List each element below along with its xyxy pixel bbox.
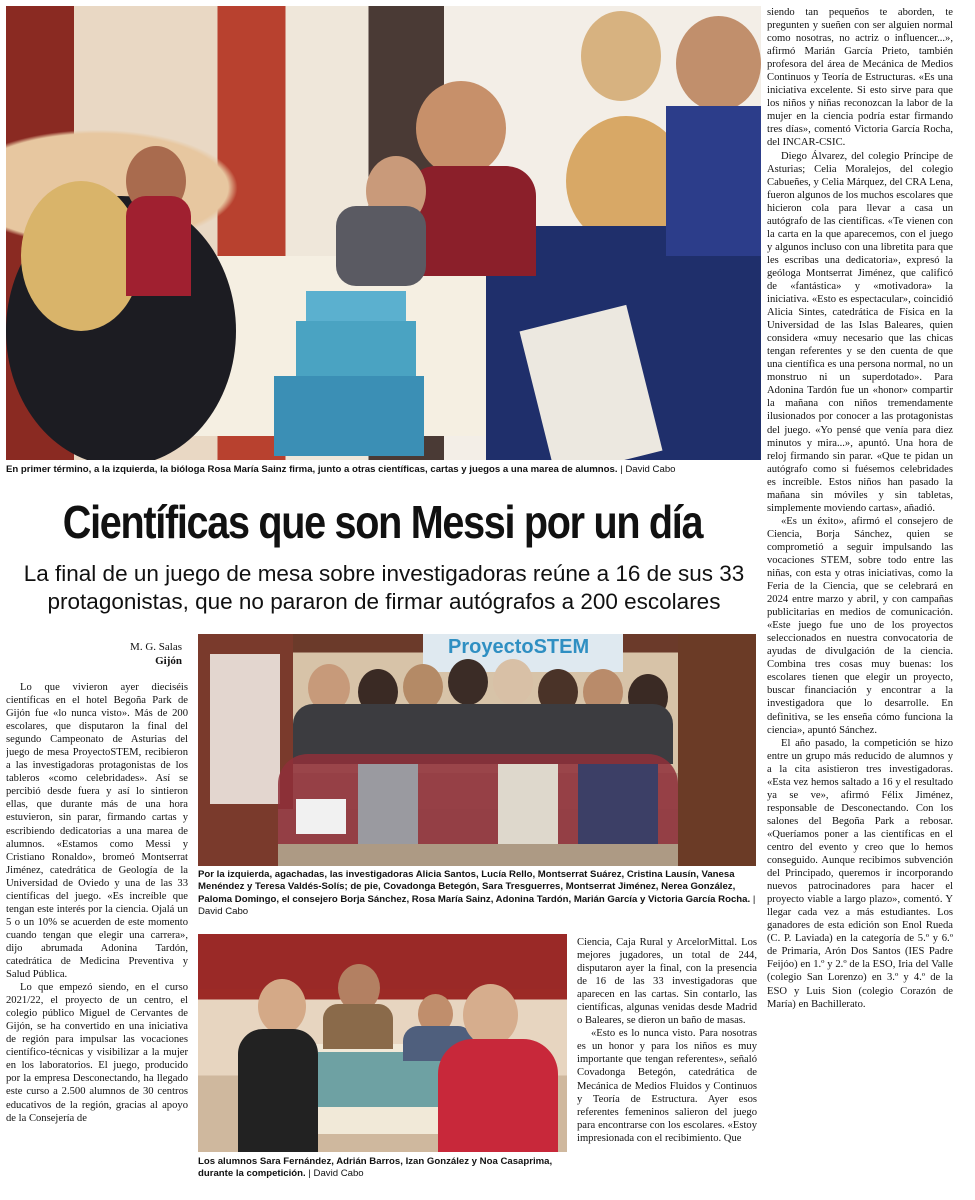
caption-text: Los alumnos Sara Fernández, Adrián Barros, Izan González y Noa Casaprima, durante la competición. — [198, 1156, 553, 1180]
top-photo-caption — [6, 464, 761, 476]
caption-text: En primer término, a la izquierda, la bióloga Rosa María Sainz firma, junto a otras científicas, cartas y juegos a una marea de alumnos. — [6, 464, 618, 475]
article-column-4 — [767, 6, 953, 1196]
photo-credit: | David Cabo — [308, 1168, 364, 1180]
students-photo — [198, 934, 567, 1152]
byline — [100, 640, 182, 668]
photo-credit: | David Cabo — [620, 464, 676, 475]
paragraph: «Esto es lo nunca visto. Para nosotras es un honor y para los niños es muy importante que tengan referentes», señaló Covadonga Betegón, catedrática de Mecánica de Medios Fluidos y Continuos y Teoría de Estructura. Ayer esos referentes femeninos salieron del juego para encontrarse con los escolares. «Estoy impresionada con el recibimiento. Que — [577, 1028, 757, 1144]
caption-text: Por la izquierda, agachadas, las investigadoras Alicia Santos, Lucía Rello, Montserrat Suárez, Cristina Lausín, Vanesa Menéndez y Teresa Valdés-Solís; de pie, Covadonga Betegón, Sara Tresguerres, Montserrat Jiménez, Nerea González, Paloma Domingo, el consejero Borja Sánchez, Rosa María Sainz, Adonina Tardón, Marián García y Victoria García Rocha. — [198, 869, 751, 905]
byline-author: M. G. Salas — [130, 641, 182, 653]
group-photo-caption — [198, 869, 756, 919]
paragraph: Lo que empezó siendo, en el curso 2021/22, el proyecto de un centro, el colegio público Miguel de Cervantes de Gijón, se ha convertido en una iniciativa de región para impulsar las vocaciones científico-técnicas y visibilizar a la mujer en los laboratorios. El juego, producido por la empresa Desconectando, ha llegado este curso a 2.500 alumnos de 30 centros educativos de la región, gracias al apoyo de la Consejería de — [6, 982, 188, 1124]
banner-text: ProyectoSTEM — [448, 636, 590, 658]
article-column-3 — [577, 936, 757, 1196]
paragraph: Ciencia, Caja Rural y ArcelorMittal. Los mejores jugadores, un total de 244, disputaron ayer la final, con la presencia de 16 de las 33 investigadoras que aparecen en las cartas. Sin contarlo, las científicas, algunas venidas desde Madrid o Baleares, se dieron un baño de masas. — [577, 937, 757, 1027]
paragraph: siendo tan pequeños te aborden, te pregunten y sueñen con ser alguien normal como nosotras, no actriz o influencer...», afirmó Marián García Prieto, también profesora del área de Mecánica de Medios Continuos y Teoría de Estructuras. «Es una iniciativa excelente. Si esto sirve para que los niños y niñas reconozcan la labor de la mujer en la ciencia podría estar firmando tres días», comentó Victoria García Rocha, del INCAR-CSIC. — [767, 7, 953, 149]
paragraph: Diego Álvarez, del colegio Príncipe de Asturias; Celia Moralejos, del colegio Cabueñes, y Celia Márquez, del CRA Lena, fueron algunos de los muchos escolares que hicieron cola para llevar a casa un autógrafo de las científicas. «Te vienen con la carta en la que aparecemos, con el juego y algunos incluso con una libretita para que les escribas una dedicatoria», expresó la geóloga Montserrat Jiménez, que calificó de «fantástica» y «motivadora» la iniciativa. «Esto es espectacular», coincidió Alicia Sintes, catedrática de Física en la Universidad de las Islas Baleares, quien considera «muy necesario que las chicas tengan referentes y se den cuenta de que una científica es una persona normal, no un monstruo ni un superdotado». Para Adonina Tardón fue un «honor» compartir la mañana con niños tremendamente ilusionados por conocer a las protagonistas del juego. «Yo pensé que venía para diez minutos y mira...», apuntó. Una hora de reloj firmando sin parar. «Que te pidan un autógrafo como si fuésemos celebridades es increíble. Estos niños han pasado la mañana sin móviles y sin tabletas, simplemente moviendo cartas», añadió. — [767, 150, 953, 514]
group-photo — [198, 634, 756, 866]
photo-credit: | David Cabo — [198, 893, 756, 918]
article-column-1 — [6, 681, 188, 1196]
top-photo — [6, 6, 761, 460]
headline: Científicas que son Messi por un día — [62, 496, 703, 548]
paragraph: «Es un éxito», afirmó el consejero de Ciencia, Borja Sánchez, quien se comprometió a seguir impulsando las vocaciones STEM, sobre todo entre las niñas, con esta y otras iniciativas, como la Feria de la Ciencia, que se celebrará en 2024 entre marzo y abril, y con campañas publicitarias en medios de comunicación. «Este juego fue uno de los proyectos seleccionados en nuestra convocatoria de ayudas de divulgación de la ciencia. Combina tres cosas muy buenas: los escolares tienen que elegir un proyecto, buscar financiación y encontrar a la investigadora que lo desarrolle. En definitiva, se les enseña cómo funciona la ciencia», apuntó Sánchez. — [767, 515, 953, 736]
paragraph: Lo que vivieron ayer dieciséis científicas en el hotel Begoña Park de Gijón fue «lo nunca visto». Más de 200 escolares, que disputaron la final del segundo Campeonato de Asturias del juego de mesa ProyectoSTEM, recibieron a las investigadoras protagonistas de los tableros «como celebridades». Así se percibió desde fuera y así lo sintieron ellas, que durante más de una hora estuvieron, sin parar, firmando cartas y escribiendo dedicatorias a una marea de alumnos. «Estamos como Messi y Cristiano Ronaldo», bromeó Montserrat Jiménez, catedrática de Geología de la Universidad de Oviedo y una de las 33 científicas del juego. «Es increíble que tengan este interés por la ciencia. Ojalá un 5 o un 10% se acuerden de este momento cuando tengan que elegir una carrera», dijo abrumada Adonina Tardón, catedrática de Medicina Preventiva y Salud Pública. — [6, 682, 188, 981]
students-photo-caption — [198, 1156, 567, 1181]
subheadline: La final de un juego de mesa sobre investigadoras reúne a 16 de sus 33 protagonistas, que no pararon de firmar autógrafos a 200 escolares — [23, 561, 745, 614]
paragraph: El año pasado, la competición se hizo entre un grupo más reducido de alumnos y a la cita asistieron tres investigadoras. «Esta vez hemos saltado a 16 y el resultado ya se ve», afirmó Félix Jiménez, responsable de Desconectando. Con los salones del Begoña Park a rebosar. «Queríamos poner a las científicas en el centro del evento y creo que lo hemos conseguido. Aunque recibimos subvención del Principado, queremos ir incorporando nuevos patrocinadores para hacer el proyecto viable a largo plazo», comentó. Y llegar cada vez a más estudiantes. Los ganadores de esta edición son Enol Rueda (C. P. Laviada) en la categoría de 5.º y 6.º de Primaria, Arón Dos Santos (IES Padre Feijóo) en 1.º y 2.º de la ESO, Iria del Valle (colegio San Lorenzo) en 3.º y 4.º de la ESO y Luis Sion (colegio Corazón de María) en Bachillerato. — [767, 737, 953, 1010]
byline-city: Gijón — [155, 655, 182, 667]
